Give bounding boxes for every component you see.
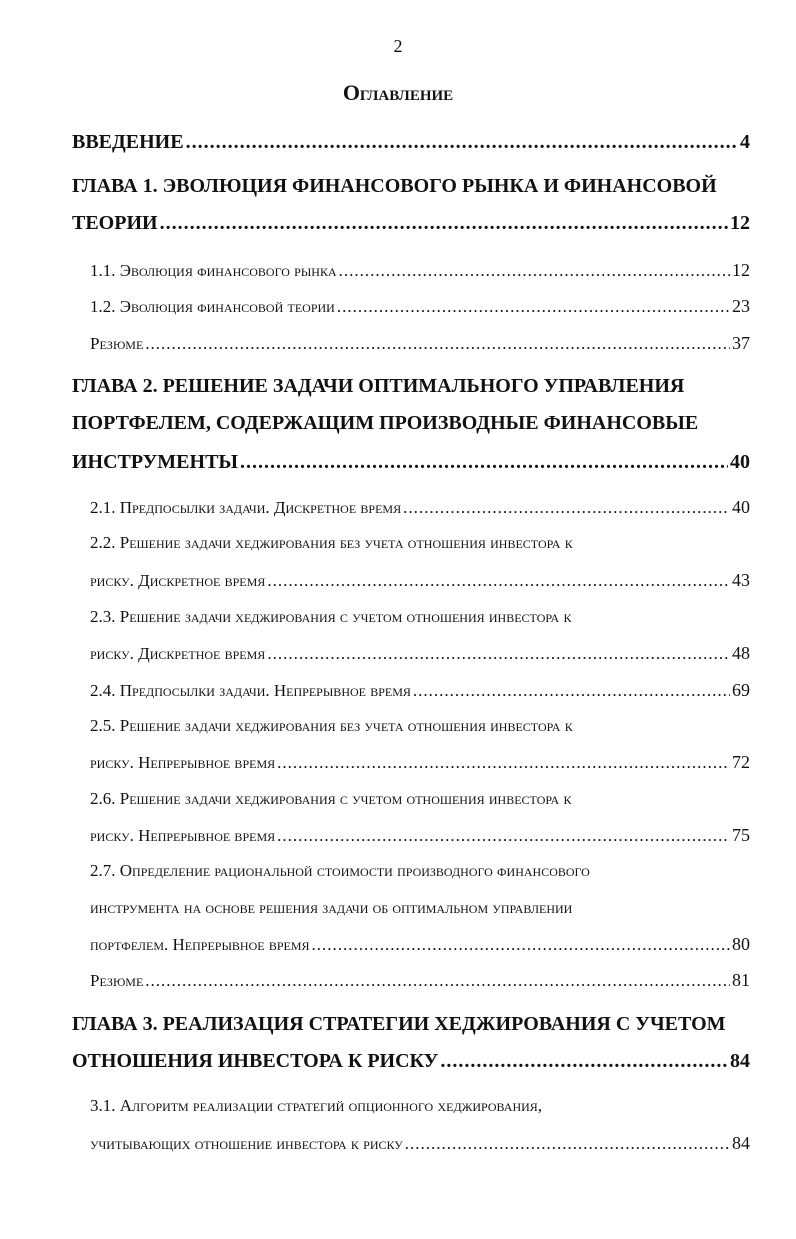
page-number: 2	[393, 36, 403, 56]
entry-title: риску. Дискретное время	[90, 644, 266, 663]
entry-page: 84	[732, 1133, 750, 1153]
entry-page: 80	[732, 934, 750, 954]
entry-page: 48	[732, 643, 750, 663]
entry-page: 37	[732, 333, 750, 353]
entry-page: 72	[732, 752, 750, 772]
dot-leader	[405, 1134, 730, 1154]
toc-entry-2-7[interactable]	[90, 934, 750, 955]
dot-leader	[145, 971, 730, 991]
entry-title: портфелем. Непрерывное время	[90, 935, 310, 954]
dot-leader	[277, 753, 730, 773]
entry-title: 2.1. Предпосылки задачи. Дискретное время	[90, 498, 402, 517]
toc-entry-2-2-line1[interactable]: 2.2. Решение задачи хеджирования без учета отношения инвестора к	[90, 533, 573, 552]
toc-entry-1-2[interactable]	[90, 296, 750, 317]
toc-entry-ch1-line1[interactable]: ГЛАВА 1. ЭВОЛЮЦИЯ ФИНАНСОВОГО РЫНКА И ФИНАНСОВОЙ	[72, 175, 717, 197]
entry-page: 43	[732, 570, 750, 590]
entry-page: 81	[732, 970, 750, 990]
entry-title: ВВЕДЕНИЕ	[72, 131, 184, 153]
entry-page: 12	[730, 212, 750, 234]
entry-page: 84	[730, 1050, 750, 1072]
toc-title: Оглавление	[342, 80, 454, 105]
toc-entry-2-7-line1[interactable]: 2.7. Определение рациональной стоимости производного финансового	[90, 861, 590, 880]
dot-leader	[440, 1050, 728, 1073]
dot-leader	[145, 334, 730, 354]
entry-page: 40	[732, 497, 750, 517]
dot-leader	[240, 451, 728, 474]
entry-page: 75	[732, 825, 750, 845]
dot-leader	[339, 261, 730, 281]
toc-entry-2-4[interactable]	[90, 680, 750, 701]
entry-title: риску. Непрерывное время	[90, 826, 276, 845]
toc-entry-ch3[interactable]	[72, 1050, 750, 1073]
toc-entry-ch2[interactable]	[72, 451, 750, 474]
dot-leader	[267, 571, 730, 591]
entry-title: риску. Дискретное время	[90, 571, 266, 590]
entry-page: 23	[732, 296, 750, 316]
entry-page: 4	[740, 131, 750, 153]
entry-page: 69	[732, 680, 750, 700]
toc-entry-ch2-line2[interactable]: ПОРТФЕЛЕМ, СОДЕРЖАЩИМ ПРОИЗВОДНЫЕ ФИНАНСОВЫЕ	[72, 412, 699, 434]
dot-leader	[277, 826, 730, 846]
toc-entry-2-6[interactable]	[90, 825, 750, 846]
entry-title: ТЕОРИИ	[72, 212, 158, 234]
toc-entry-2-7-line2[interactable]: инструмента на основе решения задачи об оптимальном управлении	[90, 898, 573, 917]
toc-entry-2-3[interactable]	[90, 643, 750, 664]
toc-entry-2-6-line1[interactable]: 2.6. Решение задачи хеджирования с учетом отношения инвестора к	[90, 789, 572, 808]
entry-title: 1.2. Эволюция финансовой теории	[90, 297, 335, 316]
dot-leader	[337, 297, 730, 317]
dot-leader	[413, 681, 730, 701]
toc-entry-2-summary[interactable]	[90, 970, 750, 991]
dot-leader	[186, 131, 738, 154]
entry-title: ИНСТРУМЕНТЫ	[72, 451, 239, 473]
entry-title: учитывающих отношение инвестора к риску	[90, 1134, 403, 1153]
toc-entry-2-1[interactable]	[90, 497, 750, 518]
entry-page: 12	[732, 260, 750, 280]
dot-leader	[312, 935, 730, 955]
entry-title: ОТНОШЕНИЯ ИНВЕСТОРА К РИСКУ	[72, 1050, 439, 1072]
entry-title: риску. Непрерывное время	[90, 753, 276, 772]
toc-entry-ch2-line1[interactable]: ГЛАВА 2. РЕШЕНИЕ ЗАДАЧИ ОПТИМАЛЬНОГО УПРАВЛЕНИЯ	[72, 375, 685, 397]
dot-leader	[267, 644, 730, 664]
entry-title: Резюме	[90, 971, 144, 990]
toc-entry-1-summary[interactable]	[90, 333, 750, 354]
toc-entry-3-1-line1[interactable]: 3.1. Алгоритм реализации стратегий опционного хеджирования,	[90, 1096, 543, 1115]
toc-entry-intro[interactable]	[72, 131, 750, 154]
entry-title: Резюме	[90, 334, 144, 353]
toc-entry-2-5[interactable]	[90, 752, 750, 773]
toc-entry-2-2[interactable]	[90, 570, 750, 591]
toc-entry-2-3-line1[interactable]: 2.3. Решение задачи хеджирования с учетом отношения инвестора к	[90, 607, 572, 626]
toc-entry-ch1[interactable]	[72, 212, 750, 235]
toc-entry-1-1[interactable]	[90, 260, 750, 281]
toc-entry-2-5-line1[interactable]: 2.5. Решение задачи хеджирования без учета отношения инвестора к	[90, 716, 573, 735]
toc-entry-3-1[interactable]	[90, 1133, 750, 1154]
entry-page: 40	[730, 451, 750, 473]
entry-title: 2.4. Предпосылки задачи. Непрерывное время	[90, 681, 411, 700]
toc-entry-ch3-line1[interactable]: ГЛАВА 3. РЕАЛИЗАЦИЯ СТРАТЕГИИ ХЕДЖИРОВАНИЯ С УЧЕТОМ	[72, 1013, 726, 1035]
dot-leader	[403, 498, 730, 518]
entry-title: 1.1. Эволюция финансового рынка	[90, 261, 337, 280]
dot-leader	[160, 212, 728, 235]
